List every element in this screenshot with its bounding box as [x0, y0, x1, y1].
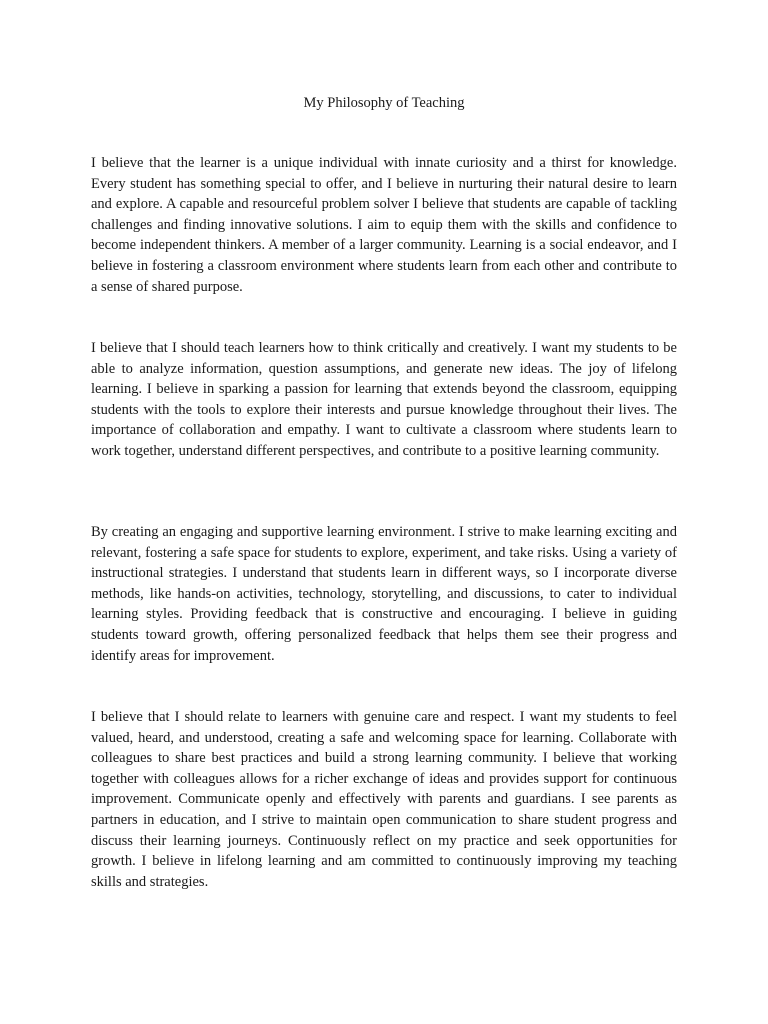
paragraph-teach: I believe that I should teach learners how to think critically and creatively. I want my students to be able to analyze information, question assumptions, and generate new ideas. The joy of lifelong learning. I believe in sparking a passion for learning that extends beyond the classroom, equipping students with the tools to explore their interests and pursue knowledge throughout their lives. The importance of collaboration and empathy. I want to cultivate a classroom where students learn to work together, understand different perspectives, and contribute to a positive learning community. [91, 340, 677, 459]
paragraph-learner: I believe that the learner is a unique individual with innate curiosity and a thirst for knowledge. Every student has something special to offer, and I believe in nurturing their natural desire to learn and explore. A capable and resourceful problem solver I believe that students are capable of tackling challenges and finding innovative solutions. I aim to equip them with the skills and confidence to become independent thinkers. A member of a larger community. Learning is a social endeavor, and I believe in fostering a classroom environment where students learn from each other and contribute to a sense of shared purpose. [91, 155, 677, 295]
document-title: My Philosophy of Teaching [303, 95, 465, 111]
paragraph-relate: I believe that I should relate to learners with genuine care and respect. I want my students to feel valued, heard, and understood, creating a safe and welcoming space for learning. Collaborate with colleagues to share best practices and build a strong learning community. I believe that working together with colleagues allows for a richer exchange of ideas and provides support for continuous improvement. Communicate openly and effectively with parents and guardians. I see parents as partners in education, and I strive to maintain open communication to share student progress and discuss their learning journeys. Continuously reflect on my practice and seek opportunities for growth. I believe in lifelong learning and am committed to continuously improving my teaching skills and strategies. [91, 709, 677, 890]
paragraph-environment: By creating an engaging and supportive learning environment. I strive to make learning exciting and relevant, fostering a safe space for students to explore, experiment, and take risks. Using a variety of instructional strategies. I understand that students learn in different ways, so I incorporate diverse methods, like hands-on activities, technology, storytelling, and discussions, to cater to individual learning styles. Providing feedback that is constructive and encouraging. I believe in guiding students toward growth, offering personalized feedback that helps them see their progress and identify areas for improvement. [91, 524, 677, 664]
